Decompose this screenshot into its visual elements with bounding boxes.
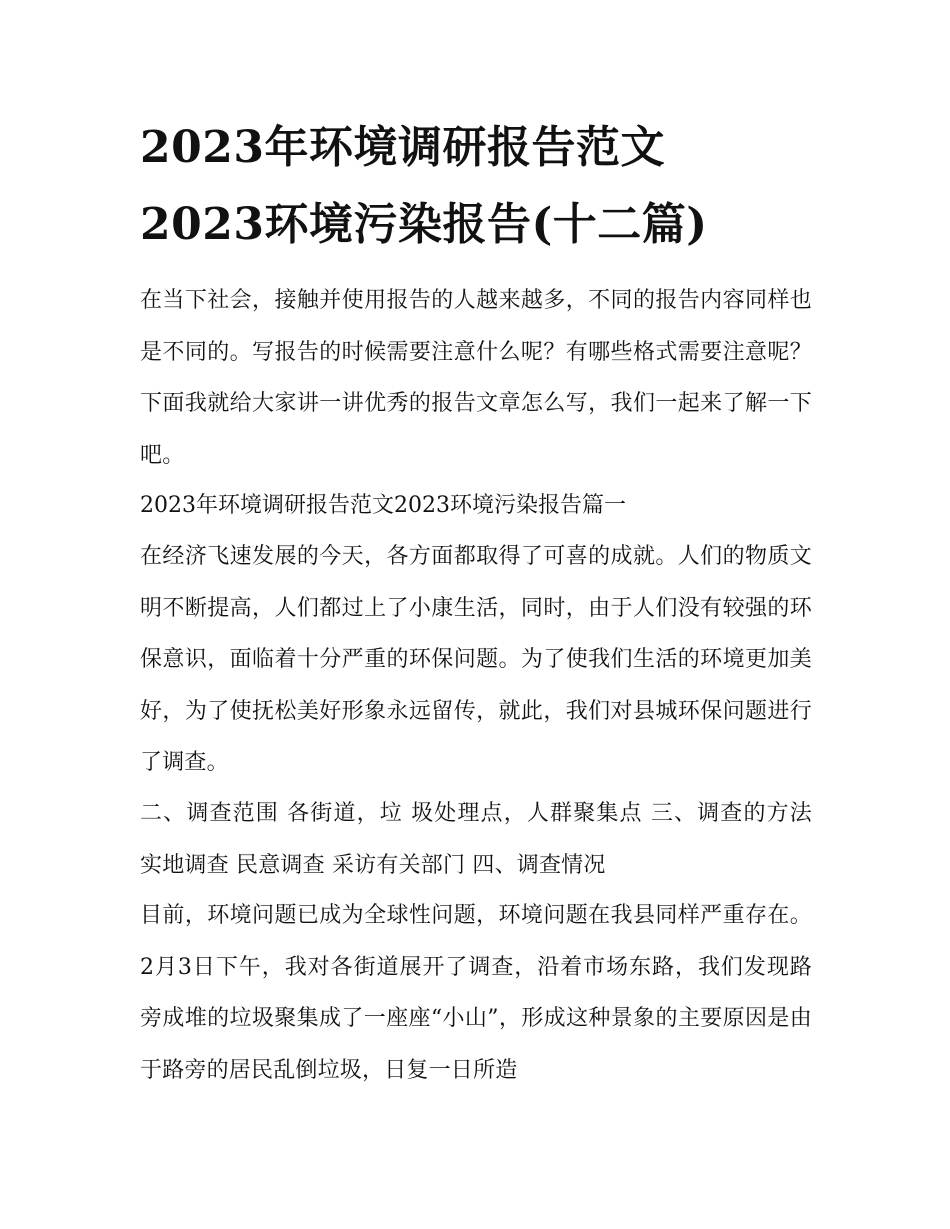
title-line-1: 2023年环境调研报告范文 (140, 122, 665, 173)
body-paragraph-2: 二、调查范围 各街道，垃 圾处理点，人群聚集点 三、调查的方法 实地调查 民意调查 采访有关部门 四、调查情况 (140, 801, 812, 878)
body-paragraph-3: 目前，环境问题已成为全球性问题，环境问题在我县同样严重存在。2月3日下午，我对各街道展开了调查，沿着市场东路，我们发现路旁成堆的垃圾聚集成了一座座“小山”，形成这种景象的主要原因是由于路旁的居民乱倒垃圾，日复一日所造 (140, 903, 812, 1083)
section-heading: 2023年环境调研报告范文2023环境污染报告篇一 (140, 493, 626, 518)
intro-paragraph: 在当下社会，接触并使用报告的人越来越多，不同的报告内容同样也是不同的。写报告的时候需要注意什么呢？有哪些格式需要注意呢？下面我就给大家讲一讲优秀的报告文章怎么写，我们一起来了解一下吧。 (140, 288, 812, 468)
body-paragraph-1: 在经济飞速发展的今天，各方面都取得了可喜的成就。人们的物质文明不断提高，人们都过上了小康生活，同时，由于人们没有较强的环保意识，面临着十分严重的环保问题。为了使我们生活的环境更加美好，为了使抚松美好形象永远留传，就此，我们对县城环保问题进行了调查。 (140, 544, 812, 775)
title-line-2: 2023环境污染报告(十二篇) (140, 199, 708, 250)
